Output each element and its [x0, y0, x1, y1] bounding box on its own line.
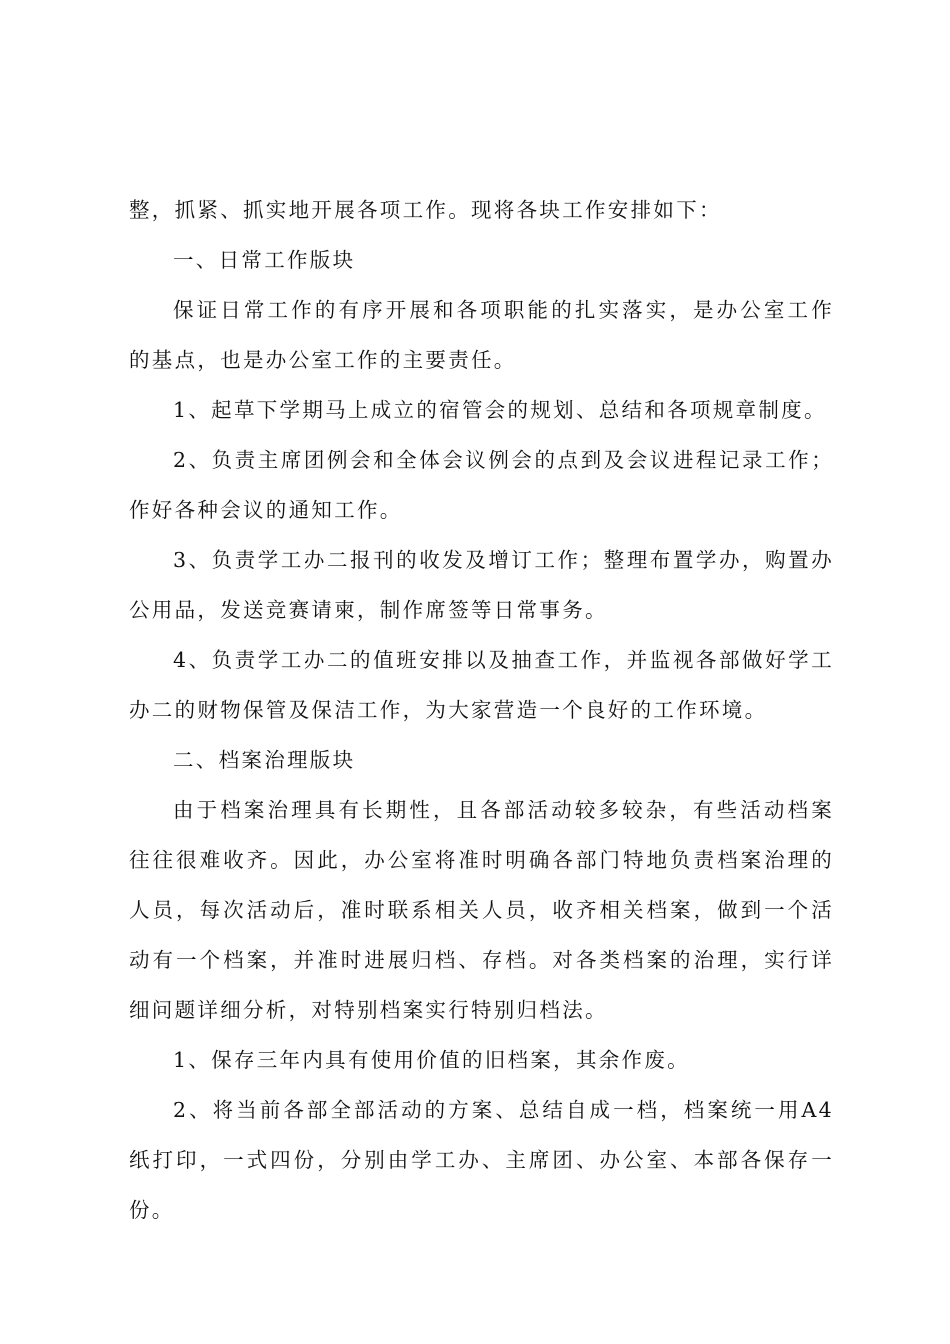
- paragraph-daily-work-intro: 保证日常工作的有序开展和各项职能的扎实落实，是办公室工作的基点，也是办公室工作的主要责任。: [129, 298, 834, 372]
- list-item-daily-4: 4、负责学工办二的值班安排以及抽查工作，并监视各部做好学工办二的财物保管及保洁工作，为大家营造一个良好的工作环境。: [129, 648, 834, 722]
- document-body: [129, 185, 834, 1235]
- paragraph-continuation: 整，抓紧、抓实地开展各项工作。现将各块工作安排如下：: [129, 198, 722, 222]
- section-heading-archive: 二、档案治理版块: [173, 748, 356, 772]
- list-item-archive-1: 1、保存三年内具有使用价值的旧档案，其余作废。: [173, 1048, 690, 1072]
- list-item-daily-1: 1、起草下学期马上成立的宿管会的规划、总结和各项规章制度。: [173, 398, 827, 422]
- section-heading-daily-work: 一、日常工作版块: [173, 248, 356, 272]
- paragraph-archive-intro: 由于档案治理具有长期性，且各部活动较多较杂，有些活动档案往往很难收齐。因此，办公室将准时明确各部门特地负责档案治理的人员，每次活动后，准时联系相关人员，收齐相关档案，做到一个活动有一个档案，并准时进展归档、存档。对各类档案的治理，实行详细问题详细分析，对特别档案实行特别归档法。: [129, 798, 834, 1022]
- list-item-daily-2: 2、负责主席团例会和全体会议例会的点到及会议进程记录工作；作好各种会议的通知工作。: [129, 448, 834, 522]
- list-item-daily-3: 3、负责学工办二报刊的收发及增订工作；整理布置学办，购置办公用品，发送竞赛请柬，制作席签等日常事务。: [129, 548, 834, 622]
- list-item-archive-2: 2、将当前各部全部活动的方案、总结自成一档，档案统一用A4纸打印，一式四份，分别由学工办、主席团、办公室、本部各保存一份。: [129, 1098, 834, 1222]
